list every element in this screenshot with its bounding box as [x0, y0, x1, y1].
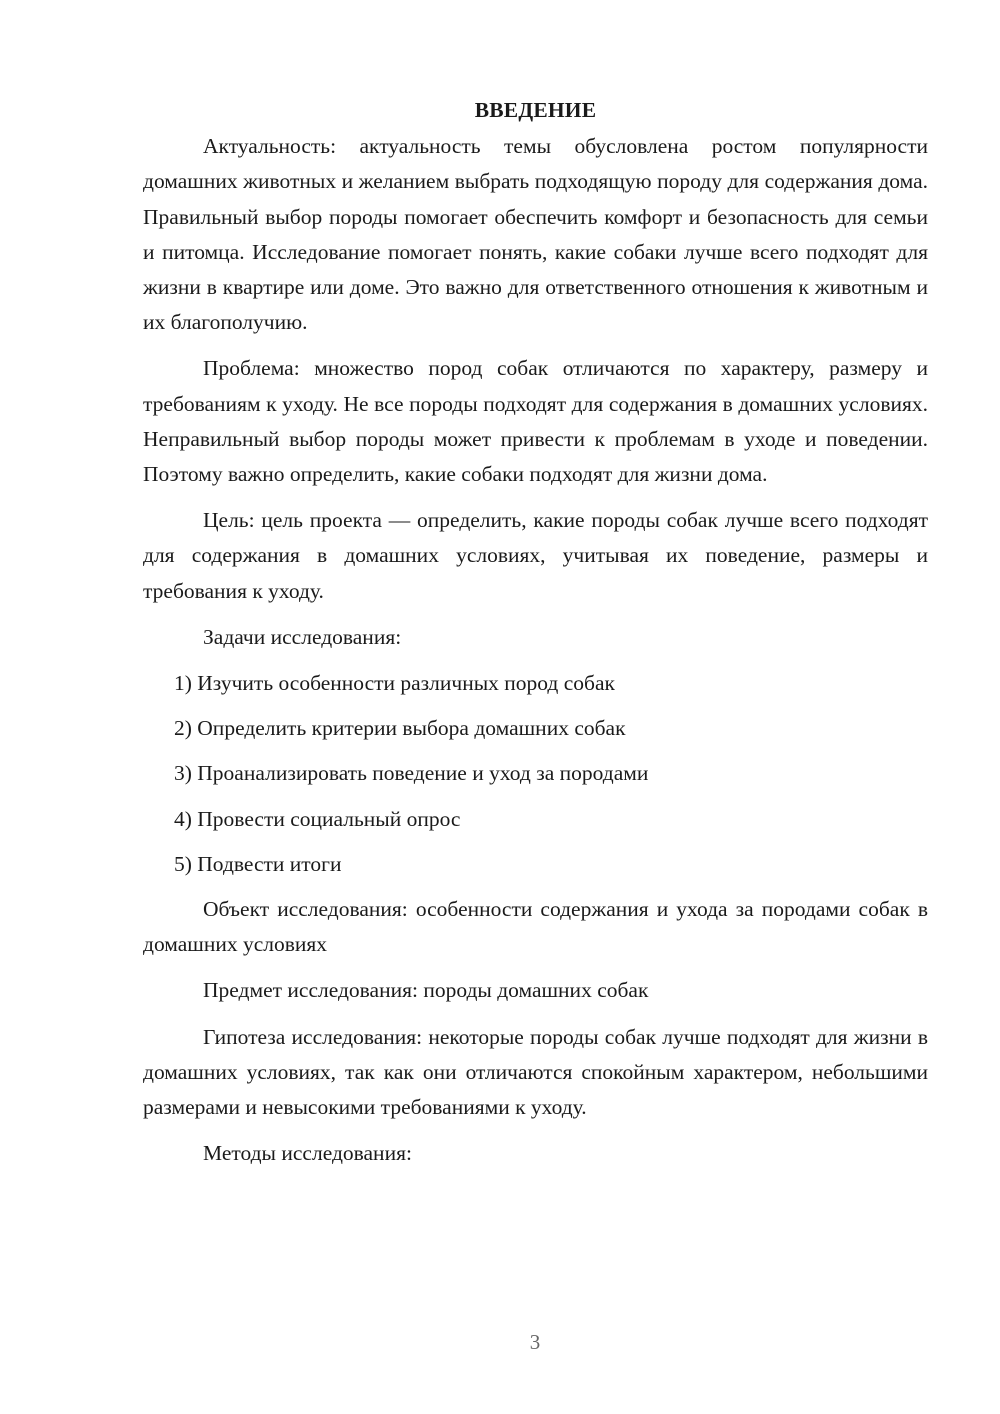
section-title: ВВЕДЕНИЕ [474, 98, 597, 122]
paragraph-subject: Предмет исследования: породы домашних собак [203, 978, 649, 1003]
tasks-heading: Задачи исследования: [203, 624, 402, 649]
paragraph-problem: Проблема: множество пород собак отличаются по характеру, размеру и требованиям к уходу. Не все породы подходят для содержания в домашних условиях. Неправильный выбор породы может привести к проблемам в уходе и поведении. Поэтому важно определить, какие собаки подходят для жизни дома. [143, 356, 928, 487]
paragraph-goal: Цель: цель проекта — определить, какие породы собак лучше всего подходят для содержания в домашних условиях, учитывая их поведение, размеры и требования к уходу. [143, 508, 928, 603]
list-item: 4) Провести социальный опрос [174, 806, 461, 831]
list-item: 5) Подвести итоги [174, 851, 342, 876]
methods-heading: Методы исследования: [203, 1141, 412, 1166]
paragraph-relevance: Актуальность: актуальность темы обусловлена ростом популярности домашних животных и желанием выбрать подходящую породу для содержания дома. Правильный выбор породы помогает обеспечить комфорт и безопасность для семьи и питомца. Исследование помогает понять, какие собаки лучше всего подходят для жизни в квартире или доме. Это важно для ответственного отношения к животным и их благополучию. [143, 134, 928, 335]
list-item: 3) Проанализировать поведение и уход за породами [174, 761, 649, 786]
list-item: 2) Определить критерии выбора домашних собак [174, 716, 626, 741]
paragraph-hypothesis: Гипотеза исследования: некоторые породы собак лучше подходят для жизни в домашних условиях, так как они отличаются спокойным характером, небольшими размерами и невысокими требованиями к уходу. [143, 1024, 928, 1120]
paragraph-object: Объект исследования: особенности содержания и ухода за породами собак в домашних условиях [143, 897, 928, 957]
page-number: 3 [529, 1330, 541, 1354]
list-item: 1) Изучить особенности различных пород собак [174, 671, 615, 696]
document-page [143, 93, 928, 1182]
tasks-list [143, 666, 928, 882]
